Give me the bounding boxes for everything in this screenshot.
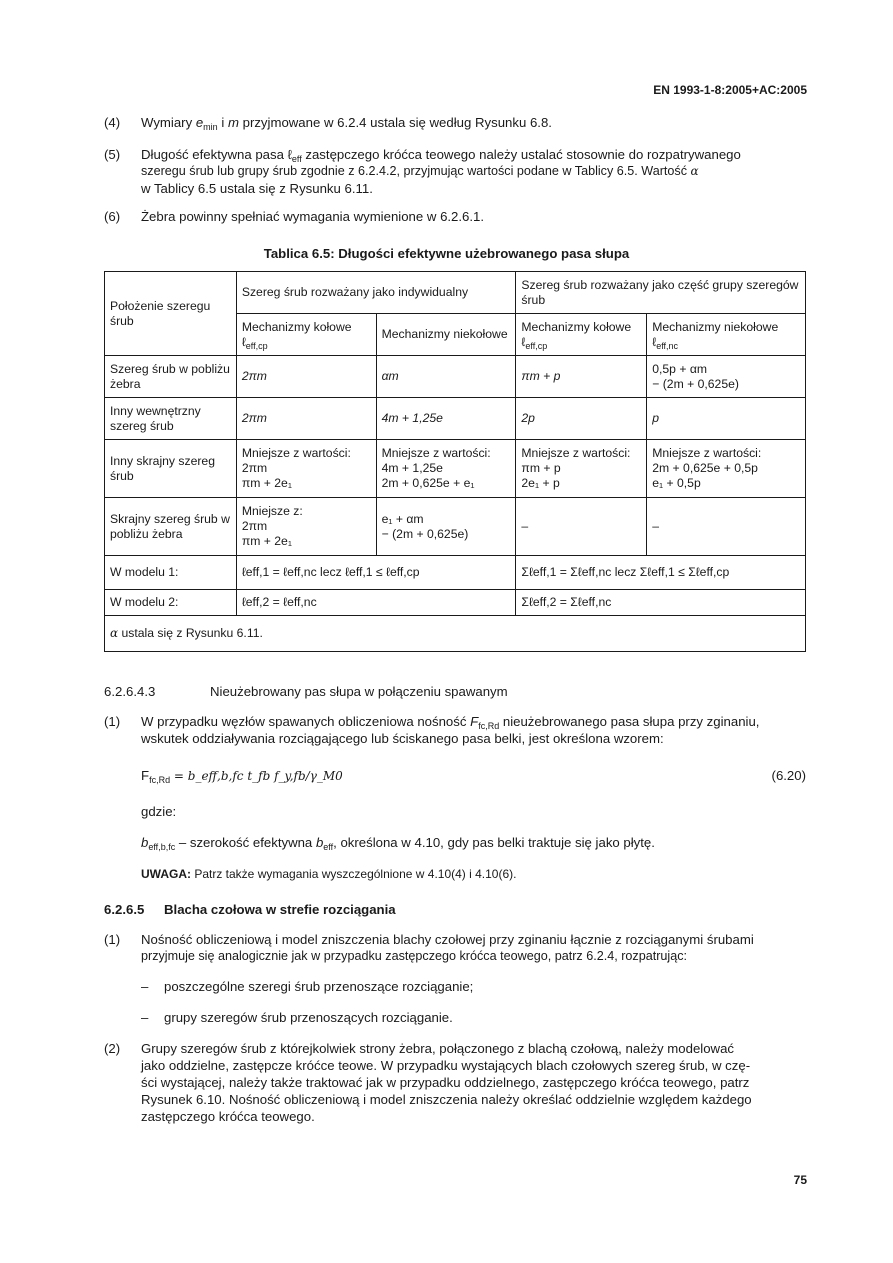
note: UWAGA: Patrz także wymagania wyszczególnione w 4.10(4) i 4.10(6). (141, 867, 517, 881)
cell: Mniejsze z wartości: πm + p 2e₁ + p (516, 440, 647, 498)
formula-number: (6.20) (771, 768, 806, 783)
bullet-dash: – (141, 979, 149, 994)
row-label: Szereg śrub w pobliżu żebra (105, 356, 237, 398)
paragraph-6: Żebra powinny spełniać wymagania wymienione w 6.2.6.1. (141, 209, 485, 224)
section-title: Blacha czołowa w strefie rozciągania (164, 902, 396, 917)
cell: πm + p (521, 369, 561, 383)
header-group: Szereg śrub rozważany jako część grupy szeregów śrub (516, 272, 806, 314)
cell: 2πm (241, 369, 267, 383)
section-number: 6.2.6.5 (104, 902, 145, 917)
list-item: poszczególne szeregi śrub przenoszące rozciąganie; (164, 979, 474, 994)
paragraph-number: (5) (104, 147, 121, 162)
header-circ-grp: Mechanizmy kołowe ℓ$_{eff,cp}$ (516, 314, 647, 356)
paragraph-number: (6) (104, 209, 121, 224)
cell: – (647, 498, 806, 556)
paragraph-4: Wymiary $e_{min}$ i m przyjmowane w 6.2.4 ustala się według Rysunku 6.8. (141, 115, 552, 132)
cell: Mniejsze z wartości: 2m + 0,625e + 0,5p e₁ + 0,5p (647, 440, 806, 498)
cell: Mniejsze z: 2πm πm + 2e₁ (236, 498, 376, 556)
paragraph-number: (2) (104, 1041, 121, 1056)
section-title: Nieużebrowany pas słupa w połączeniu spawanym (210, 684, 508, 699)
cell: ℓeff,1 = ℓeff,nc lecz ℓeff,1 ≤ ℓeff,cp (236, 556, 516, 590)
cell: 4m + 1,25e (381, 411, 443, 425)
row-label: Inny wewnętrzny szereg śrub (105, 398, 237, 440)
row-label: W modelu 1: (105, 556, 237, 590)
cell: Σℓeff,1 = Σℓeff,nc lecz Σℓeff,1 ≤ Σℓeff,cp (516, 556, 806, 590)
document-code: EN 1993-1-8:2005+AC:2005 (653, 83, 807, 97)
cell: 2p (521, 411, 535, 425)
cell: ℓeff,2 = ℓeff,nc (236, 590, 516, 616)
paragraph-5: Długość efektywna pasa ℓ$_{eff}$ zastępczego króćca teowego należy ustalać stosownie do rozpatrywanego szeregu śrub lub grupy śrub zgodnie z 6.2.4.2, przyjmując wartości podane w Tablicy 6.5. Wartość α w Tablicy 6.5 ustala się z Rysunku 6.11. (141, 147, 741, 196)
cell: – (516, 498, 647, 556)
header-individual: Szereg śrub rozważany jako indywidualny (236, 272, 516, 314)
row-label: W modelu 2: (105, 590, 237, 616)
header-position: Położenie szeregu śrub (105, 272, 237, 356)
table-footnote: α ustala się z Rysunku 6.11. (105, 616, 806, 652)
cell: Mniejsze z wartości: 4m + 1,25e 2m + 0,625e + e₁ (376, 440, 516, 498)
gdzie-label: gdzie: (141, 804, 177, 819)
cell: e₁ + αm − (2m + 0,625e) (376, 498, 516, 556)
header-circ-ind: Mechanizmy kołowe ℓ$_{eff,cp}$ (236, 314, 376, 356)
list-item: grupy szeregów śrub przenoszących rozciąganie. (164, 1010, 453, 1025)
table-title: Tablica 6.5: Długości efektywne użebrowanego pasa słupa (263, 246, 630, 261)
cell: 0,5p + αm − (2m + 0,625e) (647, 356, 806, 398)
formula-6-20: $F_{fc,Rd}$ = b_eff,b,fc t_fb f_y,fb/γ_M0 (141, 768, 343, 785)
page-number: 75 (793, 1173, 807, 1187)
row-label: Inny skrajny szereg śrub (105, 440, 237, 498)
cell: αm (381, 369, 399, 383)
definition: $b_{eff,b,fc}$ – szerokość efektywna $b_{eff}$, określona w 4.10, gdy pas belki traktuje się jako płytę. (141, 835, 655, 852)
cell: Mniejsze z wartości: 2πm πm + 2e₁ (236, 440, 376, 498)
paragraph-groups: Grupy szeregów śrub z którejkolwiek strony żebra, połączonego z blachą czołową, należy modelować jako oddzielne, zastępcze króćce teowe. W przypadku wystających blach czołowych szereg śrub, w czę- ści wystającej, należy także traktować jak w przypadku oddzielnego, zastępczego króćca teowego, patrz Rysunek 6.10. Nośność obliczeniową i model zniszczenia należy określać oddzielnie względem każdego zastępczego króćca teowego. (141, 1041, 752, 1124)
paragraph-number: (1) (104, 932, 121, 947)
paragraph-number: (4) (104, 115, 121, 130)
table-6-5 (104, 271, 806, 652)
paragraph-weld: W przypadku węzłów spawanych obliczeniowa nośność $F_{fc,Rd}$ nieużebrowanego pasa słupa przy zginaniu, wskutek oddziaływania rozciągającego lub ściskanego pasa belki, jest określona wzorem: (141, 714, 760, 746)
row-label: Skrajny szereg śrub w pobliżu żebra (105, 498, 237, 556)
cell: 2πm (241, 411, 267, 425)
cell: Σℓeff,2 = Σℓeff,nc (516, 590, 806, 616)
header-noncirc-grp: Mechanizmy niekołowe ℓ$_{eff,nc}$ (647, 314, 806, 356)
header-noncirc-ind: Mechanizmy niekołowe (376, 314, 516, 356)
section-number: 6.2.6.4.3 (104, 684, 156, 699)
cell: p (652, 411, 660, 425)
paragraph-endplate: Nośność obliczeniową i model zniszczenia blachy czołowej przy zginaniu łącznie z rozciąganymi śrubami przyjmuje się analogicznie jak w przypadku zastępczego króćca teowego, patrz 6.2.4, rozpatrując: (141, 932, 754, 963)
bullet-dash: – (141, 1010, 149, 1025)
paragraph-number: (1) (104, 714, 121, 729)
